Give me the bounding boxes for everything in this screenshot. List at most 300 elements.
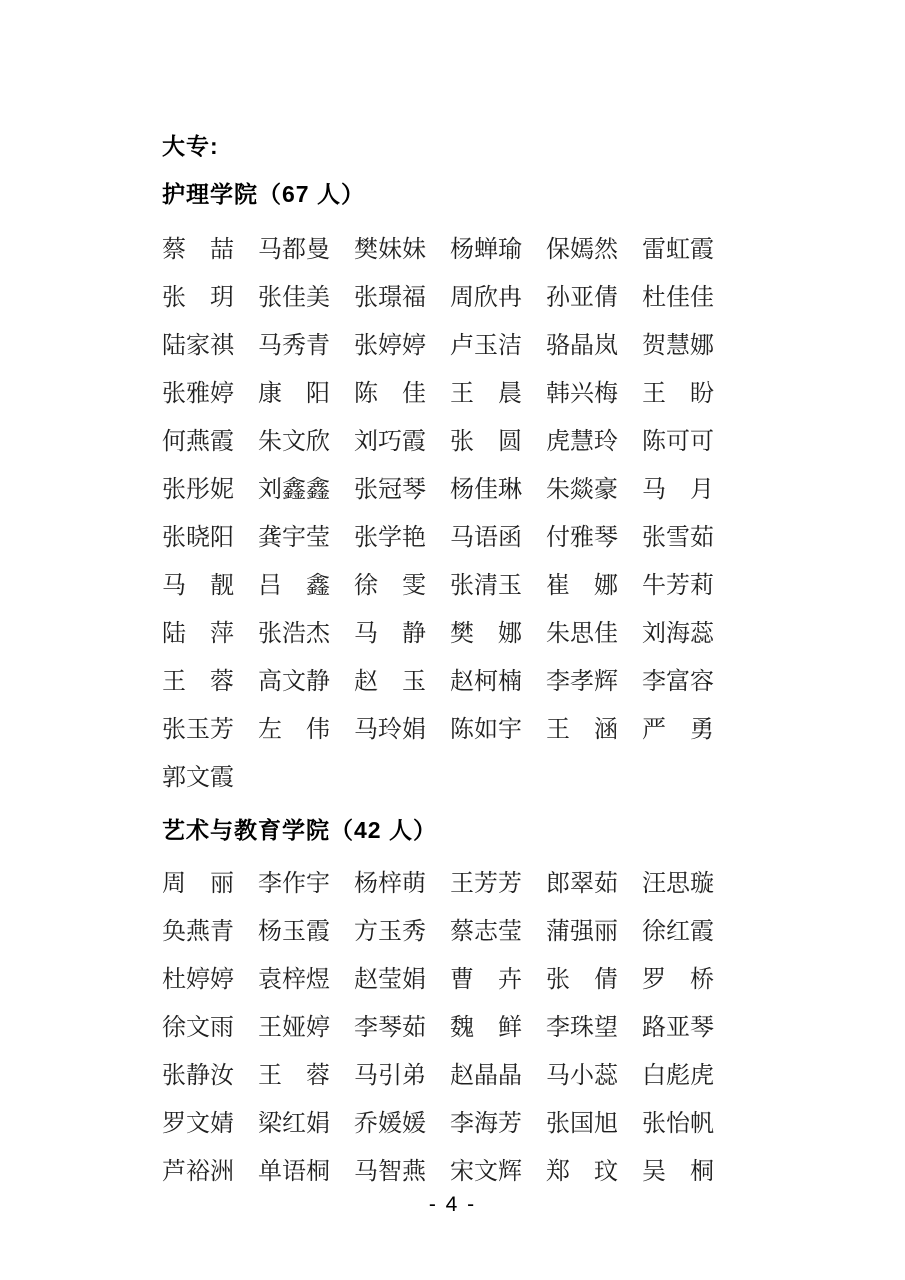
name-character: 丽 bbox=[210, 871, 234, 897]
student-name bbox=[642, 968, 714, 992]
student-name bbox=[258, 622, 330, 646]
name-character: 望 bbox=[594, 1015, 618, 1041]
student-name bbox=[642, 718, 714, 742]
name-character: 马 bbox=[642, 477, 666, 503]
name-character: 欣 bbox=[306, 429, 330, 455]
student-name bbox=[642, 430, 714, 454]
name-character: 刘 bbox=[354, 429, 378, 455]
name-character: 杨 bbox=[354, 871, 378, 897]
name-character: 杨 bbox=[450, 237, 474, 263]
student-name bbox=[642, 872, 714, 896]
name-row bbox=[162, 956, 714, 1004]
name-character: 郎 bbox=[546, 871, 570, 897]
name-character: 圆 bbox=[498, 429, 522, 455]
name-character: 陆 bbox=[162, 333, 186, 359]
name-character: 小 bbox=[570, 1063, 594, 1089]
name-row bbox=[162, 418, 714, 466]
name-character: 高 bbox=[258, 669, 282, 695]
name-character: 李 bbox=[546, 669, 570, 695]
name-character: 作 bbox=[282, 871, 306, 897]
name-character: 国 bbox=[570, 1111, 594, 1137]
name-character: 芳 bbox=[498, 1111, 522, 1137]
name-character: 鲜 bbox=[498, 1015, 522, 1041]
name-character: 妹 bbox=[402, 237, 426, 263]
student-name bbox=[450, 622, 522, 646]
name-character: 秀 bbox=[282, 333, 306, 359]
name-character: 朱 bbox=[258, 429, 282, 455]
name-character: 汪 bbox=[642, 871, 666, 897]
name-character: 海 bbox=[474, 1111, 498, 1137]
name-character: 蔡 bbox=[162, 237, 186, 263]
name-character: 梅 bbox=[594, 381, 618, 407]
name-row bbox=[162, 706, 714, 754]
student-name bbox=[258, 968, 330, 992]
name-character: 王 bbox=[162, 669, 186, 695]
name-character: 涵 bbox=[594, 717, 618, 743]
name-character: 张 bbox=[354, 525, 378, 551]
name-character: 芳 bbox=[666, 573, 690, 599]
name-character: 张 bbox=[162, 285, 186, 311]
name-character: 璇 bbox=[690, 871, 714, 897]
student-name bbox=[450, 920, 522, 944]
name-character: 冉 bbox=[498, 285, 522, 311]
name-row bbox=[162, 562, 714, 610]
name-character: 单 bbox=[258, 1159, 282, 1185]
name-character: 静 bbox=[402, 621, 426, 647]
name-character: 美 bbox=[306, 285, 330, 311]
name-character: 伟 bbox=[306, 717, 330, 743]
name-character: 文 bbox=[186, 765, 210, 791]
name-character: 洲 bbox=[210, 1159, 234, 1185]
name-character: 张 bbox=[354, 285, 378, 311]
name-character: 樊 bbox=[354, 237, 378, 263]
student-name bbox=[258, 670, 330, 694]
name-character: 蝉 bbox=[474, 237, 498, 263]
name-row bbox=[162, 908, 714, 956]
student-name bbox=[354, 574, 426, 598]
student-name bbox=[354, 1064, 426, 1088]
name-character: 李 bbox=[450, 1111, 474, 1137]
name-character: 文 bbox=[282, 429, 306, 455]
name-character: 鑫 bbox=[282, 477, 306, 503]
student-name bbox=[450, 1064, 522, 1088]
student-name bbox=[354, 670, 426, 694]
student-name bbox=[546, 1160, 618, 1184]
student-name bbox=[642, 286, 714, 310]
name-character: 晶 bbox=[498, 1063, 522, 1089]
name-character: 倩 bbox=[594, 285, 618, 311]
name-character: 彤 bbox=[186, 477, 210, 503]
name-character: 媛 bbox=[402, 1111, 426, 1137]
name-character: 琳 bbox=[498, 477, 522, 503]
name-character: 娟 bbox=[402, 967, 426, 993]
name-character: 赵 bbox=[450, 669, 474, 695]
name-character: 强 bbox=[570, 919, 594, 945]
student-name bbox=[162, 718, 234, 742]
name-character: 陈 bbox=[450, 717, 474, 743]
name-character: 佳 bbox=[282, 285, 306, 311]
name-character: 兴 bbox=[570, 381, 594, 407]
name-character: 珠 bbox=[570, 1015, 594, 1041]
student-name bbox=[354, 334, 426, 358]
name-character: 罗 bbox=[162, 1111, 186, 1137]
name-character: 福 bbox=[402, 285, 426, 311]
page-number: - 4 - bbox=[428, 1193, 477, 1216]
name-character: 玉 bbox=[498, 573, 522, 599]
student-name bbox=[162, 238, 234, 262]
student-name bbox=[450, 872, 522, 896]
name-character: 杜 bbox=[162, 967, 186, 993]
name-character: 韩 bbox=[546, 381, 570, 407]
name-character: 宇 bbox=[306, 871, 330, 897]
name-character: 翠 bbox=[570, 871, 594, 897]
name-character: 陈 bbox=[354, 381, 378, 407]
name-character: 欣 bbox=[474, 285, 498, 311]
name-character: 王 bbox=[258, 1063, 282, 1089]
student-name bbox=[258, 478, 330, 502]
student-name bbox=[450, 574, 522, 598]
name-row bbox=[162, 370, 714, 418]
name-character: 虎 bbox=[546, 429, 570, 455]
name-character: 妹 bbox=[378, 237, 402, 263]
name-character: 蓉 bbox=[210, 669, 234, 695]
student-name bbox=[354, 1112, 426, 1136]
name-character: 袁 bbox=[258, 967, 282, 993]
name-character: 煜 bbox=[306, 967, 330, 993]
name-character: 红 bbox=[282, 1111, 306, 1137]
name-character: 彪 bbox=[666, 1063, 690, 1089]
student-name bbox=[258, 286, 330, 310]
student-name bbox=[258, 1016, 330, 1040]
name-character: 桐 bbox=[690, 1159, 714, 1185]
name-character: 慧 bbox=[666, 333, 690, 359]
student-name bbox=[162, 430, 234, 454]
name-row bbox=[162, 274, 714, 322]
name-character: 马 bbox=[354, 1159, 378, 1185]
name-character: 郑 bbox=[546, 1159, 570, 1185]
name-character: 杨 bbox=[258, 919, 282, 945]
name-character: 怡 bbox=[666, 1111, 690, 1137]
name-character: 梁 bbox=[258, 1111, 282, 1137]
name-character: 慧 bbox=[570, 429, 594, 455]
student-name bbox=[546, 286, 618, 310]
name-character: 李 bbox=[354, 1015, 378, 1041]
name-character: 艳 bbox=[402, 525, 426, 551]
name-character: 婷 bbox=[378, 333, 402, 359]
name-character: 琴 bbox=[594, 525, 618, 551]
name-character: 虹 bbox=[666, 237, 690, 263]
student-name bbox=[450, 1160, 522, 1184]
name-character: 豪 bbox=[594, 477, 618, 503]
name-character: 琴 bbox=[402, 477, 426, 503]
name-character: 婷 bbox=[210, 381, 234, 407]
name-row bbox=[162, 226, 714, 274]
name-character: 萌 bbox=[402, 871, 426, 897]
name-character: 靓 bbox=[210, 573, 234, 599]
student-name bbox=[258, 334, 330, 358]
name-character: 赵 bbox=[450, 1063, 474, 1089]
name-character: 王 bbox=[546, 717, 570, 743]
student-name bbox=[354, 968, 426, 992]
name-character: 杰 bbox=[306, 621, 330, 647]
name-character: 函 bbox=[498, 525, 522, 551]
name-character: 玲 bbox=[378, 717, 402, 743]
name-character: 清 bbox=[474, 573, 498, 599]
name-character: 吴 bbox=[642, 1159, 666, 1185]
name-character: 虎 bbox=[690, 1063, 714, 1089]
name-character: 裕 bbox=[186, 1159, 210, 1185]
name-character: 霞 bbox=[690, 919, 714, 945]
student-name bbox=[642, 1112, 714, 1136]
name-character: 秀 bbox=[402, 919, 426, 945]
name-character: 帆 bbox=[690, 1111, 714, 1137]
name-grid-nursing-college bbox=[162, 226, 714, 802]
name-character: 汝 bbox=[210, 1063, 234, 1089]
student-name bbox=[546, 968, 618, 992]
name-character: 路 bbox=[642, 1015, 666, 1041]
name-character: 王 bbox=[450, 381, 474, 407]
name-character: 思 bbox=[666, 871, 690, 897]
name-character: 龚 bbox=[258, 525, 282, 551]
name-character: 雯 bbox=[402, 573, 426, 599]
name-character: 宇 bbox=[498, 717, 522, 743]
name-character: 丽 bbox=[594, 919, 618, 945]
name-row bbox=[162, 466, 714, 514]
name-character: 莹 bbox=[306, 525, 330, 551]
name-character: 徐 bbox=[162, 1015, 186, 1041]
name-character: 青 bbox=[306, 333, 330, 359]
name-character: 晶 bbox=[474, 1063, 498, 1089]
student-name bbox=[162, 1016, 234, 1040]
name-character: 严 bbox=[642, 717, 666, 743]
student-name bbox=[642, 1016, 714, 1040]
name-character: 娟 bbox=[306, 1111, 330, 1137]
name-character: 都 bbox=[282, 237, 306, 263]
name-character: 蓉 bbox=[306, 1063, 330, 1089]
name-character: 璟 bbox=[378, 285, 402, 311]
name-character: 刘 bbox=[258, 477, 282, 503]
name-character: 张 bbox=[258, 285, 282, 311]
name-character: 茹 bbox=[402, 1015, 426, 1041]
name-character: 霞 bbox=[402, 429, 426, 455]
name-character: 霞 bbox=[690, 237, 714, 263]
name-character: 嫣 bbox=[570, 237, 594, 263]
name-character: 引 bbox=[378, 1063, 402, 1089]
name-character: 张 bbox=[162, 525, 186, 551]
name-character: 周 bbox=[450, 285, 474, 311]
name-character: 马 bbox=[258, 333, 282, 359]
name-character: 芳 bbox=[498, 871, 522, 897]
student-name bbox=[450, 478, 522, 502]
name-character: 奂 bbox=[162, 919, 186, 945]
student-name bbox=[354, 1016, 426, 1040]
name-character: 莉 bbox=[690, 573, 714, 599]
name-character: 琴 bbox=[378, 1015, 402, 1041]
name-character: 王 bbox=[258, 1015, 282, 1041]
name-row bbox=[162, 658, 714, 706]
student-name bbox=[258, 872, 330, 896]
name-character: 贺 bbox=[642, 333, 666, 359]
name-character: 晓 bbox=[186, 525, 210, 551]
student-name bbox=[642, 382, 714, 406]
student-name bbox=[642, 622, 714, 646]
section-title-nursing-college: 护理学院（67 人） bbox=[162, 181, 365, 207]
name-row bbox=[162, 1100, 714, 1148]
name-character: 保 bbox=[546, 237, 570, 263]
student-name bbox=[354, 718, 426, 742]
name-character: 静 bbox=[186, 1063, 210, 1089]
name-character: 琴 bbox=[690, 1015, 714, 1041]
name-character: 娜 bbox=[690, 333, 714, 359]
name-character: 婷 bbox=[186, 967, 210, 993]
name-character: 李 bbox=[258, 871, 282, 897]
student-name bbox=[354, 286, 426, 310]
name-character: 崔 bbox=[546, 573, 570, 599]
name-character: 白 bbox=[642, 1063, 666, 1089]
name-character: 左 bbox=[258, 717, 282, 743]
student-name bbox=[162, 334, 234, 358]
student-name bbox=[546, 920, 618, 944]
name-character: 张 bbox=[162, 477, 186, 503]
name-character: 马 bbox=[162, 573, 186, 599]
name-character: 张 bbox=[354, 333, 378, 359]
student-name bbox=[258, 1064, 330, 1088]
name-character: 容 bbox=[690, 669, 714, 695]
name-character: 玉 bbox=[474, 333, 498, 359]
name-character: 蔡 bbox=[450, 919, 474, 945]
name-character: 婧 bbox=[210, 1111, 234, 1137]
student-name bbox=[258, 430, 330, 454]
name-character: 陆 bbox=[162, 621, 186, 647]
name-character: 家 bbox=[186, 333, 210, 359]
name-row bbox=[162, 610, 714, 658]
name-character: 亚 bbox=[666, 1015, 690, 1041]
name-character: 杜 bbox=[642, 285, 666, 311]
student-name bbox=[450, 286, 522, 310]
name-character: 海 bbox=[666, 621, 690, 647]
student-name bbox=[162, 1160, 234, 1184]
student-name bbox=[546, 622, 618, 646]
name-character: 雅 bbox=[186, 381, 210, 407]
name-character: 玲 bbox=[594, 429, 618, 455]
name-character: 霞 bbox=[210, 429, 234, 455]
name-character: 雪 bbox=[666, 525, 690, 551]
name-character: 曹 bbox=[450, 967, 474, 993]
student-name bbox=[450, 334, 522, 358]
student-name bbox=[354, 920, 426, 944]
name-character: 盼 bbox=[690, 381, 714, 407]
student-name bbox=[546, 872, 618, 896]
name-character: 马 bbox=[258, 237, 282, 263]
name-character: 娜 bbox=[594, 573, 618, 599]
name-character: 阳 bbox=[306, 381, 330, 407]
name-character: 柯 bbox=[474, 669, 498, 695]
name-character: 张 bbox=[258, 621, 282, 647]
name-character: 文 bbox=[282, 669, 306, 695]
student-name bbox=[354, 526, 426, 550]
name-character: 张 bbox=[162, 1063, 186, 1089]
name-row bbox=[162, 514, 714, 562]
student-name bbox=[546, 334, 618, 358]
student-name bbox=[162, 968, 234, 992]
name-character: 芳 bbox=[474, 871, 498, 897]
name-character: 康 bbox=[258, 381, 282, 407]
student-name bbox=[642, 238, 714, 262]
student-name bbox=[450, 382, 522, 406]
name-character: 魏 bbox=[450, 1015, 474, 1041]
name-character: 张 bbox=[354, 477, 378, 503]
name-character: 婷 bbox=[402, 333, 426, 359]
name-character: 张 bbox=[546, 1111, 570, 1137]
student-name bbox=[162, 920, 234, 944]
student-name bbox=[642, 334, 714, 358]
student-name bbox=[546, 526, 618, 550]
student-name bbox=[546, 1016, 618, 1040]
name-character: 雨 bbox=[210, 1015, 234, 1041]
name-character: 张 bbox=[450, 429, 474, 455]
name-character: 青 bbox=[210, 919, 234, 945]
student-name bbox=[258, 1160, 330, 1184]
name-character: 玥 bbox=[210, 285, 234, 311]
name-character: 鑫 bbox=[306, 477, 330, 503]
student-name bbox=[162, 1064, 234, 1088]
name-character: 玉 bbox=[402, 669, 426, 695]
name-character: 娟 bbox=[402, 717, 426, 743]
name-character: 佳 bbox=[690, 285, 714, 311]
student-name bbox=[354, 1160, 426, 1184]
name-character: 智 bbox=[378, 1159, 402, 1185]
name-character: 赵 bbox=[354, 967, 378, 993]
name-character: 徐 bbox=[642, 919, 666, 945]
name-character: 燕 bbox=[402, 1159, 426, 1185]
student-name bbox=[450, 1016, 522, 1040]
student-name bbox=[162, 574, 234, 598]
name-character: 梓 bbox=[378, 871, 402, 897]
name-character: 孙 bbox=[546, 285, 570, 311]
name-character: 文 bbox=[186, 1015, 210, 1041]
name-character: 芦 bbox=[162, 1159, 186, 1185]
student-name bbox=[450, 670, 522, 694]
name-character: 媛 bbox=[378, 1111, 402, 1137]
name-character: 婷 bbox=[210, 967, 234, 993]
name-character: 茹 bbox=[594, 871, 618, 897]
student-name bbox=[354, 430, 426, 454]
name-grid-art-education-college bbox=[162, 860, 714, 1196]
student-name bbox=[354, 622, 426, 646]
name-character: 牛 bbox=[642, 573, 666, 599]
name-character: 学 bbox=[378, 525, 402, 551]
name-character: 阳 bbox=[210, 525, 234, 551]
name-character: 玉 bbox=[186, 717, 210, 743]
name-character: 辉 bbox=[498, 1159, 522, 1185]
student-name bbox=[642, 1064, 714, 1088]
student-name bbox=[450, 238, 522, 262]
student-name bbox=[258, 382, 330, 406]
name-character: 萍 bbox=[210, 621, 234, 647]
student-name bbox=[162, 872, 234, 896]
section-title-art-education-college: 艺术与教育学院（42 人） bbox=[162, 817, 437, 843]
name-character: 蒲 bbox=[546, 919, 570, 945]
student-name bbox=[258, 238, 330, 262]
student-name bbox=[258, 920, 330, 944]
name-character: 莹 bbox=[378, 967, 402, 993]
student-name bbox=[258, 574, 330, 598]
student-name bbox=[642, 920, 714, 944]
student-name bbox=[258, 1112, 330, 1136]
name-row bbox=[162, 754, 714, 802]
name-character: 张 bbox=[546, 967, 570, 993]
name-character: 宇 bbox=[282, 525, 306, 551]
